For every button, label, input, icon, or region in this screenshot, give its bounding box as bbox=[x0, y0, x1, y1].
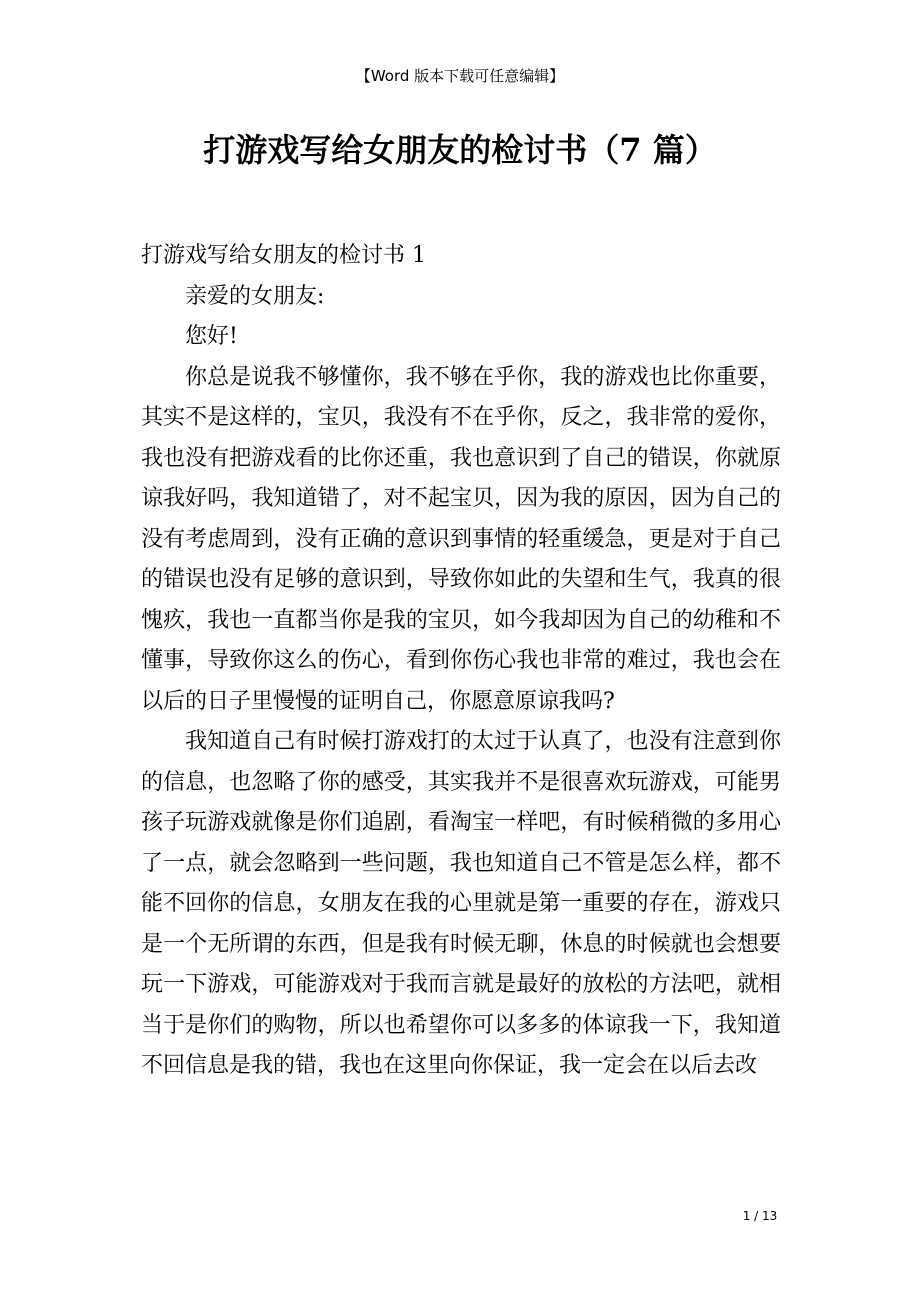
page-number: 1 / 13 bbox=[742, 1209, 778, 1223]
body-paragraph: 我知道自己有时候打游戏打的太过于认真了，也没有注意到你的信息，也忽略了你的感受，其实我并不是很喜欢玩游戏，可能男孩子玩游戏就像是你们追剧，看淘宝一样吧，有时候稍微的多用心了一点，就会忽略到一些问题，我也知道自己不管是怎么样，都不能不回你的信息，女朋友在我的心里就是第一重要的存在，游戏只是一个无所谓的东西，但是我有时候无聊，休息的时候就也会想要玩一下游戏，可能游戏对于我而言就是最好的放松的方法吧，就相当于是你们的购物，所以也希望你可以多多的体谅我一下，我知道不回信息是我的错，我也在这里向你保证，我一定会在以后去改 bbox=[141, 729, 781, 1078]
salutation: 亲爱的女朋友: bbox=[185, 283, 325, 309]
document-body bbox=[141, 236, 781, 1087]
body-paragraph: 你总是说我不够懂你，我不够在乎你，我的游戏也比你重要，其实不是这样的，宝贝，我没有不在乎你，反之，我非常的爱你，我也没有把游戏看的比你还重，我也意识到了自己的错误，你就原谅我好吗，我知道错了，对不起宝贝，因为我的原因，因为自己的没有考虑周到，没有正确的意识到事情的轻重缓急，更是对于自己的错误也没有足够的意识到，导致你如此的失望和生气，我真的很愧疚，我也一直都当你是我的宝贝，如今我却因为自己的幼稚和不懂事，导致你这么的伤心，看到你伤心我也非常的难过，我也会在以后的日子里慢慢的证明自己，你愿意原谅我吗? bbox=[141, 364, 781, 714]
greeting: 您好! bbox=[185, 324, 238, 349]
document-title: 打游戏写给女朋友的检讨书（7 篇） bbox=[203, 131, 717, 169]
section-heading: 打游戏写给女朋友的检讨书 1 bbox=[141, 243, 426, 268]
header-note: 【Word 版本下载可任意编辑】 bbox=[355, 67, 565, 85]
